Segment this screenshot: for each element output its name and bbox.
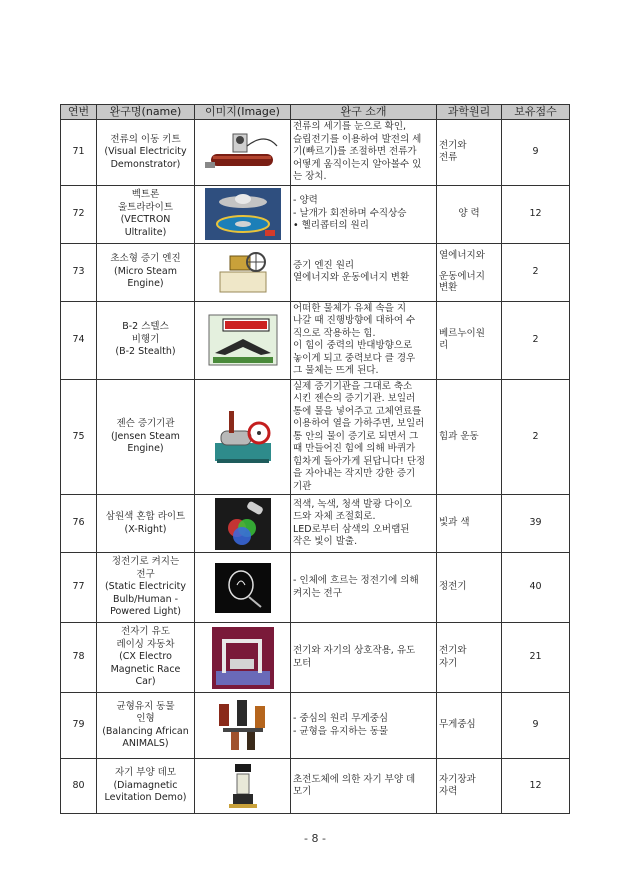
toy-description: 전기와 자기의 상호작용, 유도 모터 [291,623,437,693]
quantity: 12 [502,185,570,243]
toy-name: 자기 부양 데모 (Diamagnetic Levitation Demo) [97,759,195,814]
table-row [61,495,570,553]
quantity: 2 [502,379,570,495]
rgb-light-image [195,495,291,553]
micro-steam-engine-image [195,243,291,301]
science-principle: 자기장과 자력 [437,759,502,814]
row-number: 80 [61,759,97,814]
table-row [61,379,570,495]
table-row [61,553,570,623]
table-row [61,243,570,301]
toy-inventory-table [60,104,570,814]
toy-name: 젠슨 증기기관 (Jensen Steam Engine) [97,379,195,495]
toy-name: 초소형 증기 엔진 (Micro Steam Engine) [97,243,195,301]
toy-description: - 중심의 원리 무게중심 - 균형을 유지하는 동물 [291,693,437,759]
science-principle: 빛과 색 [437,495,502,553]
science-principle: 무게중심 [437,693,502,759]
page-number: - 8 - [304,832,326,845]
quantity: 9 [502,693,570,759]
toy-description: 증기 엔진 원리 열에너지와 운동에너지 변환 [291,243,437,301]
electricity-kit-image [195,120,291,186]
row-number: 79 [61,693,97,759]
table-row [61,693,570,759]
science-principle: 정전기 [437,553,502,623]
race-car-image [195,623,291,693]
header-name: 완구명(name) [97,105,195,120]
row-number: 73 [61,243,97,301]
table-row [61,301,570,379]
header-description: 완구 소개 [291,105,437,120]
science-principle: 양 력 [437,185,502,243]
toy-description: 전류의 세기를 눈으로 확인, 슬립전기를 이용하여 발전의 세 기(빠르기)를 조절하면 전류가 어떻게 움직이는지 알아볼수 있 는 장치. [291,120,437,186]
row-number: 76 [61,495,97,553]
toy-name: 벡트론 울트라라이트 (VECTRON Ultralite) [97,185,195,243]
toy-name: 전류의 이동 키트 (Visual Electricity Demonstrator) [97,120,195,186]
row-number: 71 [61,120,97,186]
science-principle: 베르누이원 리 [437,301,502,379]
row-number: 72 [61,185,97,243]
quantity: 39 [502,495,570,553]
science-principle: 전기와 자기 [437,623,502,693]
toy-description: 어떠한 물체가 유체 속을 지 나갈 때 진행방향에 대하여 수 직으로 작용하는 힘. 이 힘이 중력의 반대방향으로 놓이게 되고 중력보다 클 경우 그 물체는 뜨게 된다. [291,301,437,379]
header-principle: 과학원리 [437,105,502,120]
row-number: 78 [61,623,97,693]
quantity: 2 [502,301,570,379]
table-row [61,759,570,814]
row-number: 75 [61,379,97,495]
toy-name: 균형유지 동물 인형 (Balancing African ANIMALS) [97,693,195,759]
header-number: 연번 [61,105,97,120]
quantity: 9 [502,120,570,186]
table-row [61,623,570,693]
vectron-ufo-image [195,185,291,243]
toy-name: 전자기 유도 레이싱 자동차 (CX Electro Magnetic Race Car) [97,623,195,693]
row-number: 74 [61,301,97,379]
science-principle: 열에너지와 운동에너지 변환 [437,243,502,301]
quantity: 40 [502,553,570,623]
header-image: 이미지(Image) [195,105,291,120]
toy-name: 정전기로 켜지는 전구 (Static Electricity Bulb/Human - Powered Light) [97,553,195,623]
toy-description: 초전도체에 의한 자기 부양 데 모기 [291,759,437,814]
toy-description: 적색, 녹색, 청색 발광 다이오 드와 자체 조절회로. LED로부터 삼색의 오버랩된 작은 빛이 발출. [291,495,437,553]
quantity: 2 [502,243,570,301]
toy-description: - 인체에 흐르는 정전기에 의해 켜지는 전구 [291,553,437,623]
b2-stealth-image [195,301,291,379]
toy-name: 삼원색 혼합 라이트 (X-Right) [97,495,195,553]
toy-description: 실제 증기기관을 그대로 축소 시킨 젠슨의 증기기관. 보일러 통에 물을 넣어주고 고체연료를 이용하여 열을 가하주면, 보일러 통 안의 물이 증기로 되면서 그 때 만들어진 힘에 의해 바퀴가 힘차게 돌아가게 된답니다! 단정 을 자아내는 작지만 강한 증기 기관 [291,379,437,495]
jensen-steam-engine-image [195,379,291,495]
table-header-row [61,105,570,120]
static-bulb-image [195,553,291,623]
science-principle: 힘과 운동 [437,379,502,495]
science-principle: 전기와 전류 [437,120,502,186]
row-number: 77 [61,553,97,623]
table-row [61,185,570,243]
toy-name: B-2 스텔스 비행기 (B-2 Stealth) [97,301,195,379]
balancing-animals-image [195,693,291,759]
header-quantity: 보유점수 [502,105,570,120]
toy-description: - 양력 - 날개가 회전하며 수직상승 • 헬리콥터의 원리 [291,185,437,243]
levitation-demo-image [195,759,291,814]
quantity: 21 [502,623,570,693]
quantity: 12 [502,759,570,814]
table-row [61,120,570,186]
